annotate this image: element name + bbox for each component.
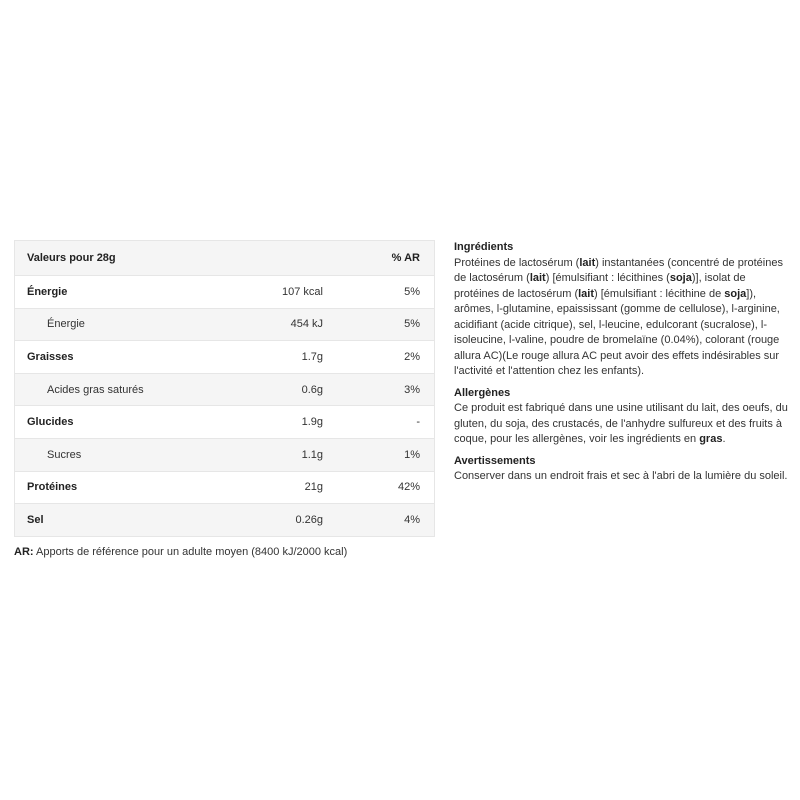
- nutrition-table-header: [15, 241, 434, 275]
- nutrient-ar: 5%: [404, 318, 420, 331]
- table-row-carbohydrates: [15, 405, 434, 438]
- header-ar-label: % AR: [391, 252, 420, 264]
- nutrient-ar: -: [416, 416, 420, 429]
- nutrient-ar: 3%: [404, 383, 420, 396]
- nutrient-name: Énergie: [27, 285, 68, 298]
- footnote-text: Apports de référence pour un adulte moyen (8400 kJ/2000 kcal): [36, 546, 348, 558]
- nutrition-table: [14, 240, 435, 537]
- nutrient-name: Glucides: [27, 416, 74, 429]
- header-serving-label: Valeurs pour 28g: [27, 252, 116, 264]
- nutrient-name: Acides gras saturés: [47, 383, 144, 396]
- ar-footnote: [14, 546, 347, 558]
- nutrient-quantity: 454 kJ: [290, 318, 323, 331]
- ingredients-segment: Protéines de lactosérum (: [454, 256, 580, 269]
- table-row-sugars: [15, 438, 434, 471]
- allergen-highlight: soja: [724, 287, 747, 300]
- product-info-column: [454, 240, 788, 491]
- ingredients-segment: ) [émulsifiant : lécithines (: [545, 272, 670, 284]
- nutrient-ar: 42%: [397, 481, 420, 494]
- allergens-text-end: .: [722, 433, 726, 445]
- nutrient-ar: 4%: [404, 513, 420, 526]
- nutrient-quantity: 21g: [304, 481, 323, 494]
- nutrient-name: Protéines: [27, 481, 78, 494]
- ingredients-segment: )], isolat de protéines de lactosérum (: [454, 272, 746, 300]
- nutrient-quantity: 107 kcal: [282, 285, 323, 298]
- table-row-salt: [15, 503, 434, 536]
- allergens-bold-word: gras: [699, 433, 723, 445]
- allergen-highlight: lait: [529, 272, 546, 284]
- warnings-text: Conserver dans un endroit frais et sec à l'abri de la lumière du soleil.: [454, 470, 788, 482]
- nutrient-name: Énergie: [47, 318, 85, 331]
- allergen-highlight: lait: [578, 287, 595, 300]
- nutrient-ar: 2%: [404, 350, 420, 363]
- footnote-label: AR:: [14, 546, 34, 558]
- table-row-energy-kj: [15, 308, 434, 341]
- nutrient-name: Sel: [27, 513, 44, 526]
- nutrient-quantity: 1.7g: [301, 350, 323, 363]
- ingredients-heading: Ingrédients: [454, 241, 514, 253]
- allergens-heading: Allergènes: [454, 386, 511, 399]
- nutrient-quantity: 0.26g: [295, 513, 323, 526]
- ingredients-segment: ) [émulsifiant : lécithine de: [594, 287, 725, 300]
- table-row-fat: [15, 340, 434, 373]
- ingredients-text: [454, 256, 788, 380]
- nutrient-quantity: 1.1g: [301, 448, 323, 461]
- nutrient-ar: 1%: [404, 448, 420, 461]
- table-row-energy-kcal: [15, 275, 434, 308]
- ingredients-segment: ) instantanées (concentré de protéines de lactosérum (: [454, 256, 783, 284]
- nutrient-name: Graisses: [27, 350, 74, 363]
- allergen-highlight: soja: [669, 272, 692, 284]
- allergen-highlight: lait: [579, 256, 596, 269]
- table-row-saturated-fat: [15, 373, 434, 406]
- nutrient-quantity: 1.9g: [301, 416, 323, 429]
- ingredients-segment: ]), arômes, l-glutamine, epaississant (gomme de cellulose), l-arginine, acidifiant (acide citrique), sel, l-leucine, edulcorant (sucralose), l-isoleucine, l-valine, poudre de bromelaïne (0.04%), colorant (rouge allura AC)(Le rouge allura AC peut avoir des effets indésirables sur l'activité et l'attention chez les enfants).: [454, 287, 780, 377]
- table-row-protein: [15, 471, 434, 504]
- nutrient-name: Sucres: [47, 448, 82, 461]
- allergens-text-main: Ce produit est fabriqué dans une usine utilisant du lait, des oeufs, du gluten, du soja, des crustacés, de l'anhydre sulfureux et des fruits à coque, pour les allergènes, voir les ingrédients en: [454, 402, 788, 445]
- nutrient-ar: 5%: [404, 285, 420, 298]
- warnings-heading: Avertissements: [454, 454, 536, 467]
- nutrient-quantity: 0.6g: [301, 383, 323, 396]
- allergens-text: [454, 401, 788, 448]
